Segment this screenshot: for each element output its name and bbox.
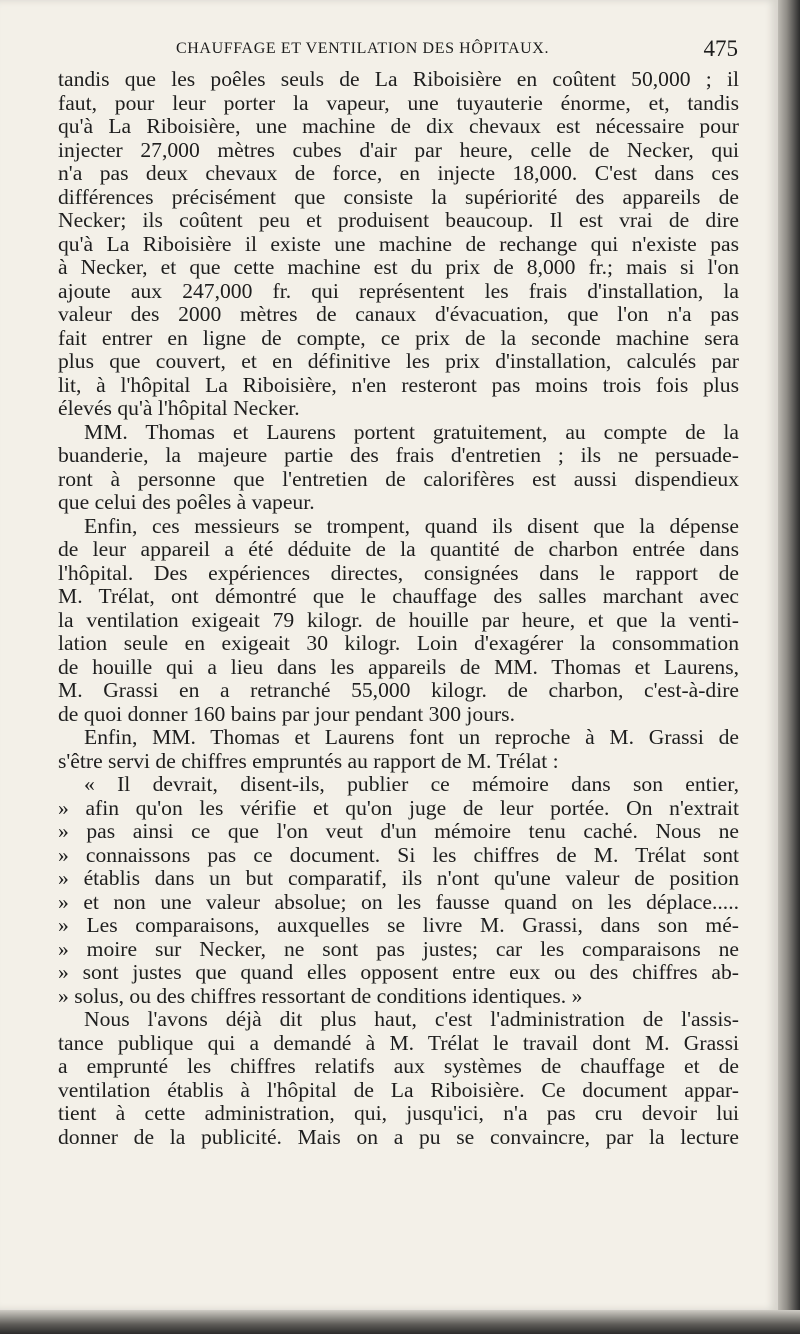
text-line: tient à cette administration, qui, jusqu'ici, n'a pas cru devoir lui	[58, 1101, 739, 1125]
text-line: » afin qu'on les vérifie et qu'on juge de leur portée. On n'extrait	[58, 795, 739, 820]
text-line: tance publique qui a demandé à M. Trélat le travail dont M. Grassi	[58, 1030, 739, 1055]
text-line: différences précisément que consiste la supériorité des appareils de	[58, 184, 739, 209]
text-line: Enfin, ces messieurs se trompent, quand ils disent que la dépense	[84, 513, 739, 538]
text-line: ajoute aux 247,000 fr. qui représentent les frais d'installation, la	[58, 278, 739, 303]
text-line: n'a pas deux chevaux de force, en injecte 18,000. C'est dans ces	[58, 161, 739, 185]
text-line: de leur appareil a été déduite de la quantité de charbon entrée dans	[58, 537, 739, 561]
text-line: de quoi donner 160 bains par jour pendant 300 jours.	[58, 701, 515, 726]
text-line: plus que couvert, et en définitive les prix d'installation, calculés par	[58, 349, 739, 373]
text-line: injecter 27,000 mètres cubes d'air par heure, celle de Necker, qui	[58, 137, 739, 162]
text-line: à Necker, et que cette machine est du prix de 8,000 fr.; mais si l'on	[58, 255, 739, 279]
text-line: » et non une valeur absolue; on les fausse quand on les déplace.....	[58, 889, 739, 914]
page-edge-bottom	[0, 1310, 800, 1334]
text-line: » établis dans un but comparatif, ils n'ont qu'une valeur de position	[58, 866, 739, 890]
text-line: » connaissons pas ce document. Si les chiffres de M. Trélat sont	[58, 842, 739, 867]
text-line: que celui des poêles à vapeur.	[58, 490, 315, 514]
text-line: » pas ainsi ce que l'on veut d'un mémoire tenu caché. Nous ne	[58, 819, 739, 843]
text-line: M. Trélat, ont démontré que le chauffage des salles marchant avec	[58, 584, 739, 608]
running-title: CHAUFFAGE ET VENTILATION DES HÔPITAUX.	[176, 40, 550, 57]
text-line: fait entrer en ligne de compte, ce prix de la seconde machine sera	[58, 325, 739, 350]
text-line: ventilation établis à l'hôpital de La Riboisière. Ce document appar-	[58, 1077, 739, 1102]
text-line: a emprunté les chiffres relatifs aux systèmes de chauffage et de	[58, 1054, 739, 1078]
text-line: » moire sur Necker, ne sont pas justes; car les comparaisons ne	[58, 936, 739, 961]
text-line: » Les comparaisons, auxquelles se livre M. Grassi, dans son mé-	[58, 913, 739, 937]
text-line: buanderie, la majeure partie des frais d'entretien ; ils ne persuade-	[58, 443, 739, 467]
text-line: qu'à La Riboisière il existe une machine de rechange qui n'existe pas	[58, 231, 739, 256]
text-line: valeur des 2000 mètres de canaux d'évacuation, que l'on n'a pas	[58, 302, 739, 326]
text-line: faut, pour leur porter la vapeur, une tuyauterie énorme, et, tandis	[58, 90, 739, 115]
text-line: ront à personne que l'entretien de calorifères est aussi dispendieux	[58, 466, 739, 491]
text-line: s'être servi de chiffres empruntés au rapport de M. Trélat :	[58, 748, 559, 773]
text-line: la ventilation exigeait 79 kilogr. de houille par heure, et que la venti-	[58, 607, 739, 632]
page-header	[58, 38, 738, 68]
text-line: » sont justes que quand elles opposent entre eux ou des chiffres ab-	[58, 960, 739, 984]
text-line: de houille qui a lieu dans les appareils de MM. Thomas et Laurens,	[58, 654, 739, 679]
text-line: MM. Thomas et Laurens portent gratuitement, au compte de la	[84, 419, 739, 444]
text-line: tandis que les poêles seuls de La Riboisière en coûtent 50,000 ; il	[58, 67, 739, 91]
text-line: « Il devrait, disent-ils, publier ce mémoire dans son entier,	[84, 772, 739, 796]
text-line: lation seule en exigeait 30 kilogr. Loin d'exagérer la consommation	[58, 631, 739, 655]
text-line: donner de la publicité. Mais on a pu se convaincre, par la lecture	[58, 1124, 739, 1149]
text-line: » solus, ou des chiffres ressortant de conditions identiques. »	[58, 983, 583, 1008]
page-number: 475	[703, 36, 738, 61]
page-edge-right	[778, 0, 800, 1334]
text-line: Enfin, MM. Thomas et Laurens font un reproche à M. Grassi de	[84, 725, 739, 749]
body-text	[58, 68, 739, 1149]
text-line: qu'à La Riboisière, une machine de dix chevaux est nécessaire pour	[58, 114, 739, 138]
text-line: Necker; ils coûtent peu et produisent beaucoup. Il est vrai de dire	[58, 208, 739, 232]
text-line: l'hôpital. Des expériences directes, consignées dans le rapport de	[58, 560, 739, 585]
text-line: lit, à l'hôpital La Riboisière, n'en resteront pas moins trois fois plus	[58, 372, 739, 397]
text-line: élevés qu'à l'hôpital Necker.	[58, 396, 300, 420]
text-line: Nous l'avons déjà dit plus haut, c'est l'administration de l'assis-	[84, 1007, 739, 1031]
text-line: M. Grassi en a retranché 55,000 kilogr. de charbon, c'est-à-dire	[58, 678, 739, 702]
